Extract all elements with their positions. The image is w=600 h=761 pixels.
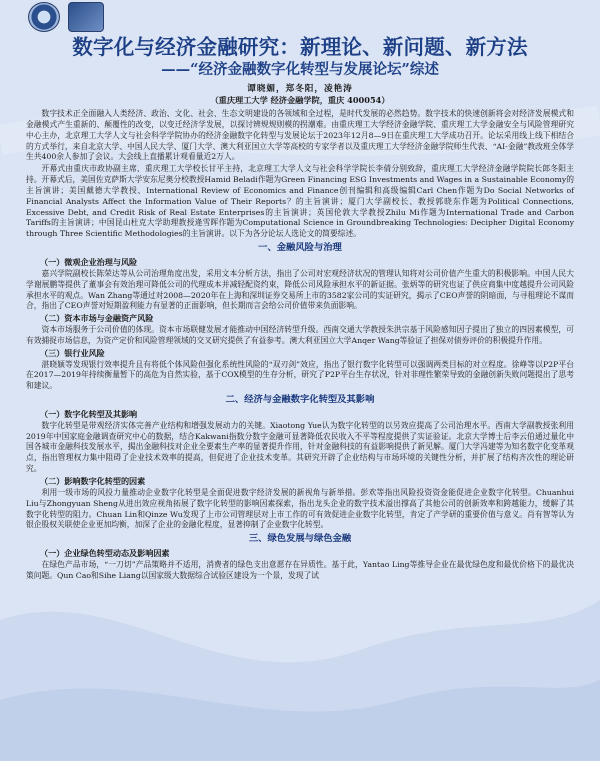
subsection-heading: （一）微观企业治理与风险 (40, 256, 138, 267)
logo-group (28, 2, 104, 32)
section-heading: 三、绿色发展与绿色金融 (248, 533, 352, 545)
body-paragraph: 利用一级市场的风投力量推动企业数字化转型是全面促进数字经济发展的新视角与新举措。彭欢等指出风险投资资金能促进企业数字化转型。Chuanhui Liu与Zhongyuan Sheng从进出效应视角拓展了数字化转型的影响因素探索，指出龙头企业的数字技术溢出撑高了其他公司的创新效率和跨越能力，缓解了其数字化转型的阻力。Chuan Lin和Qinze Wu发现了上市公司管理层对上市工作的可有效促进企业数字化转型，肯定了产学研的重要价值与意义。肖有智等认为银企股权关联使企业更加均衡，加深了企业的金融化程度，显著抑制了企业数字化转型。 (26, 487, 574, 530)
body-paragraph: 数字化转型是带观经济实体完善产业结构和增强发展动力的关键。Xiaotong Yue认为数字化转型的以另效应提高了公司治理水平。西南大学副教授张利用2019年中国家庭金融调查研究中心的数据，结合Kakwani指数分数字金融可显著降低农民收入不平等程度提供了实证验证。北京大学博士后李云伯通过量化中国各城市金融科技发展水平，揭出金融科技对企业全要素生产率的显著提升作用，针对金融科技的有益影响提供了新见解。厦门大学冯建等为知名数字化变革观点，指出管理权力集中阻碍了企业技术效率的提高，但促进了企业技术变革。其研究开辟了企业结构与市场环境的关键性分析，并扩展了结构齐次性的理论研究。 (26, 420, 574, 474)
body-paragraph: 在绿色产品市场，“一刀切”产品策略并不适用，消费者的绿色支出意愿存在异质性。基于此，Yantao Ling等推导企业在最优绿色度和最优价格下的最优决策问题。Qun Cao和Sihe Liang以国家级大数据综合试验区建设为一个景，发现了试 (26, 559, 574, 580)
intro-paragraph: 数字技术正全面融入人类经济、政治、文化、社会、生态文明建设的各领域和全过程，是时代发展的必然趋势。数字技术的快速创新将会对经济发展模式和金融模式产生重新的、颠覆性的改变，以变迁经济学发展，以探讨辨规规则模的拐潮难。由重庆理工大学经济金融学院、重庆理工大学金融安全与风险管理研究中心主办，北京理工大学人文与社会科学学院协办的经济金融数字化转型与发展论坛于2023年12月8—9日在重庆理工大学成功召开。论坛采用线上线下相结合的方式举行，来自北京大学、中国人民大学、厦门大学、澳大利亚国立大学等高校的专家学者以及重庆理工大学经济金融学院师生代表、“AI-金融”教改班全体学生共400余人参加了会议。大会线上直播累计观看量近2万人。 (26, 109, 574, 162)
section-heading: 一、金融风险与治理 (258, 242, 342, 254)
journal-logo (68, 2, 104, 32)
subsection-heading: （一）企业绿色转型动态及影响因素 (40, 548, 170, 559)
subsection-heading: （二）资本市场与金融资产风险 (40, 313, 154, 324)
article-title: 数字化与经济金融研究：新理论、新问题、新方法 (72, 35, 528, 59)
body-paragraph: 嘉兴学院副校长陈荣达等从公司治理角度出发，采用文本分析方法，指出了公司对宏观经济状况的管理认知将对公司价值产生重大的积极影响。中国人民大学谢展鹏等提供了董事会有效治理可降低公司的代理成本并减轻配资约束，降低公司风险承担水平的新证据。张炳等的研究也证了供应商集中度越提升公司风险承担水平的观点。Wan Zhang等通过对2008—2020年在上海和深圳证券交易所上市的3582家公司的实证研究，揭示了CEO声誉的阴暗面，与寻租理论不谋而合，指出了CEO声誉对短期盈利能力有显著的正面影响，但长期而言会给公司价值带来负面影响。 (26, 268, 574, 311)
subsection-heading: （三）银行业风险 (40, 347, 105, 358)
subsection-heading: （一）数字化转型及其影响 (40, 408, 138, 419)
university-seal-logo (28, 2, 60, 32)
subsection-heading: （二）影响数字化转型的因素 (40, 476, 146, 486)
article-authors: 谭晓媚，郑冬阳，凌艳涛 (247, 84, 353, 94)
section-heading: 二、经济与金融数字化转型及其影响 (225, 394, 375, 406)
intro-paragraph: 开幕式由重庆市政协副主席、重庆理工大学校长甘平主持，北京理工大学人文与社会科学学院长李倩分别致辞，重庆理工大学经济金融学院院长郎冬阳主持。开幕式后，美国佐克萨斯大学安东尼奥分校教授Hamid Beladi作题为Green Financing ESG Investments and Wages in a Sustainable Economy的主旨演讲；美国戴德大学教授、International Review of Economics and Finance创刊编辑和高级编辑Carl Chen作题为Do Social Networks of Financial Analysts Affect the Information Value of Their Reports？的主旨演讲；厦门大学副校长、教授郭晓东作题为Political Connections, Excessive Debt, and Credit Risk of Real Estate Enterprises的主旨演讲；英国伦敦大学教授Zhilu Mi作题为International Trade and Carbon Tariffs的主旨演讲；中国昆山杜克大学助理教授逄雪晖作题为Computational Science in Groundbreaking Technologies: Decipher Digital Economy through Three Scientific Methodologies的主旨演讲。以下为各分论坛人选论文的简要综述。 (26, 164, 574, 239)
article-subtitle: ——“经济金融数字化转型与发展论坛”综述 (161, 61, 439, 78)
body-paragraph: 资本市场服务于公司价值的体现。资本市场联健发展才能推动中国经济转型升级。西南交通大学教授朱洪宗基于风险感知因子提出了独立的四因素模型，可有效捕捉市场信息，为资产定价和风险管理领域的交叉研究提供了有益参考。澳大利亚国立大学Anqer Wang等验证了担保对债券评价的积极提升作用。 (26, 325, 574, 345)
body-paragraph: 湛晓颖等发现银行效率提升且有将低个体风险但强化系统性风险的“双刃剑”效应，指出了银行数字化转型可以强调两类目标的对立程度。徐峥等以P2P平台在2017—2019年持续衡量暂下的高危为自然实验，基于COX模型的生存分析，研究了P2P平台生存状况，针对非理性繁荣导致的金融创新失败问题提出了思考和建议。 (26, 359, 574, 391)
article-body (26, 109, 574, 583)
article-affiliation: （重庆理工大学 经济金融学院，重庆 400054） (210, 95, 390, 105)
